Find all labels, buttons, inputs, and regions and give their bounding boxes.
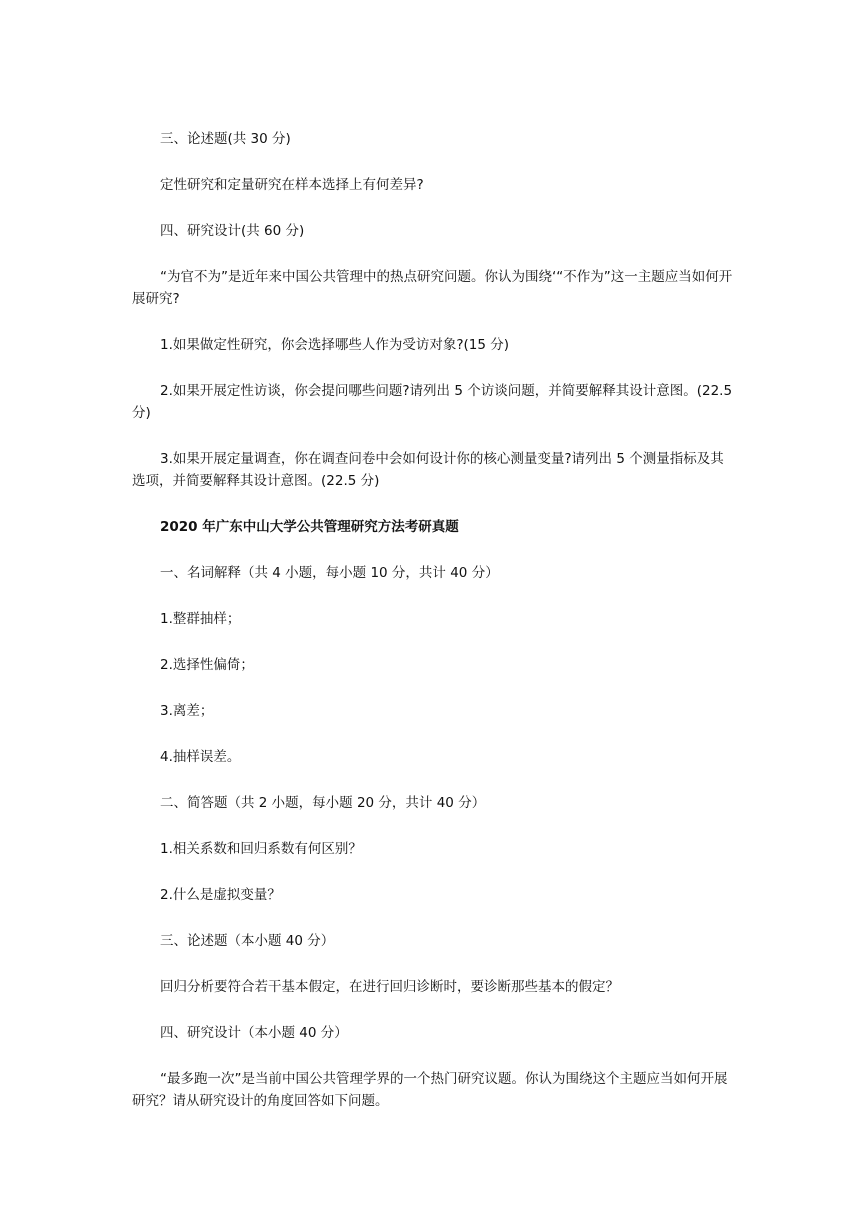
essay-question: 定性研究和定量研究在样本选择上有何差异? [160, 177, 424, 193]
term-2: 2.选择性偏倚； [160, 657, 254, 673]
research-design-prompt-2020: “最多跑一次”是当前中国公共管理学界的一个热门研究议题。你认为围绕这个主题应当如何开展研究？请从研究设计的角度回答如下问题。 [132, 1071, 728, 1109]
section-2-heading: 二、简答题（共 2 小题，每小题 20 分，共计 40 分） [160, 795, 486, 811]
section-4-heading: 四、研究设计(共 60 分) [160, 223, 305, 239]
term-4: 4.抽样误差。 [160, 749, 241, 765]
section-1-heading: 一、名词解释（共 4 小题，每小题 10 分，共计 40 分） [160, 565, 499, 581]
section-3-heading: 三、论述题(共 30 分) [160, 131, 291, 147]
design-question-3: 3.如果开展定量调查，你在调查问卷中会如何设计你的核心测量变量?请列出 5 个测量指标及其选项，并简要解释其设计意图。(22.5 分) [132, 451, 724, 489]
design-question-2: 2.如果开展定性访谈，你会提问哪些问题?请列出 5 个访谈问题，并简要解释其设计意图。(22.5 分) [132, 383, 733, 421]
short-question-1: 1.相关系数和回归系数有何区别？ [160, 841, 362, 857]
short-question-2: 2.什么是虚拟变量？ [160, 887, 281, 903]
design-question-1: 1.如果做定性研究，你会选择哪些人作为受访对象?(15 分) [160, 337, 510, 353]
section-4-heading-2020: 四、研究设计（本小题 40 分） [160, 1025, 348, 1041]
essay-question-2020: 回归分析要符合若干基本假定，在进行回归诊断时，要诊断那些基本的假定？ [160, 979, 619, 995]
term-1: 1.整群抽样； [160, 611, 241, 627]
section-3-heading-2020: 三、论述题（本小题 40 分） [160, 933, 335, 949]
exam-title-2020: 2020 年广东中山大学公共管理研究方法考研真题 [160, 519, 459, 535]
term-3: 3.离差； [160, 703, 214, 719]
research-design-prompt: “为官不为”是近年来中国公共管理中的热点研究问题。你认为围绕‘“不作为”这一主题应当如何开展研究? [132, 269, 733, 307]
